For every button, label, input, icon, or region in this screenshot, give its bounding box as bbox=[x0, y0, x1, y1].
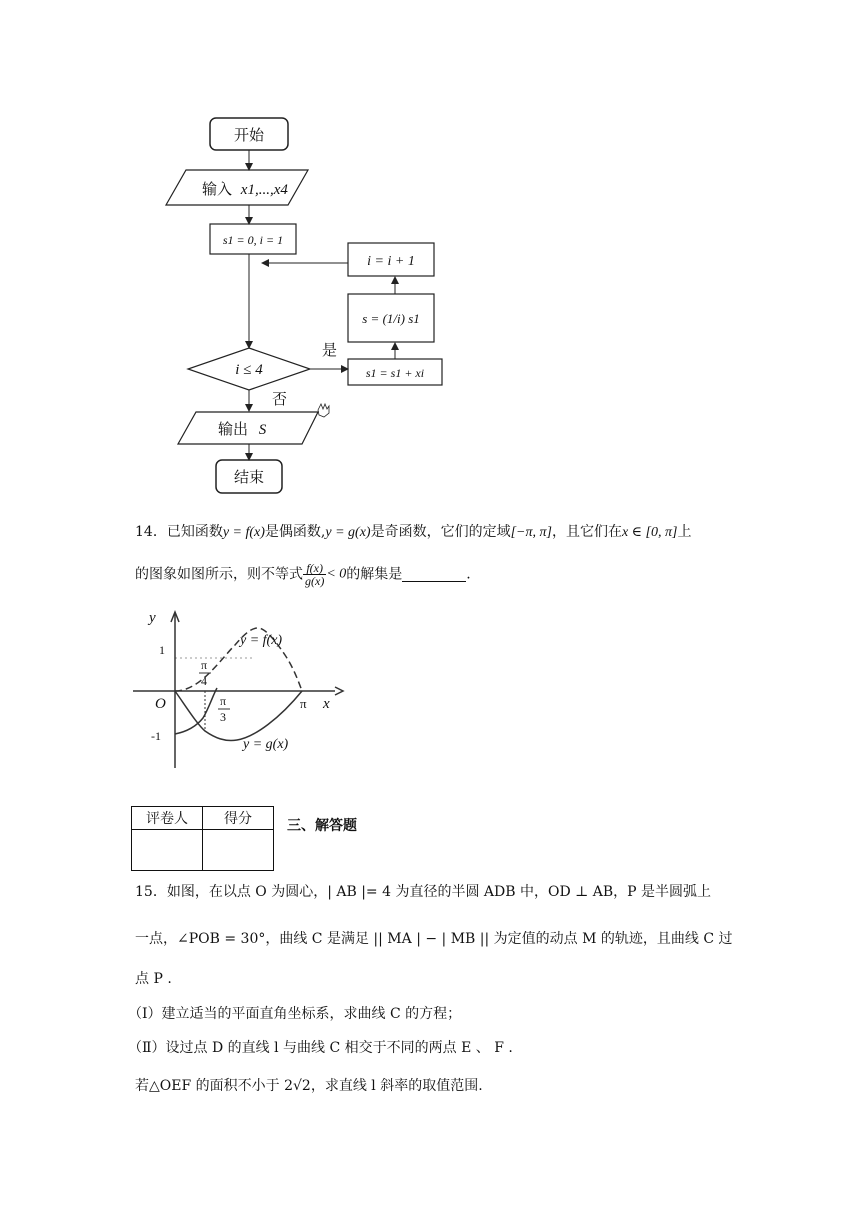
end-label: 结束 bbox=[233, 468, 265, 486]
input-vars: x1,...,x4 bbox=[240, 182, 288, 198]
g-label: y = g(x) bbox=[243, 737, 289, 752]
interval-expr: x ∈ [0, π] bbox=[621, 525, 678, 540]
flowchart bbox=[150, 110, 470, 500]
origin-label: O bbox=[155, 696, 166, 712]
f-curve bbox=[175, 628, 302, 691]
domain-expr: [−π, π] bbox=[510, 525, 552, 540]
output-var: S bbox=[258, 422, 267, 438]
x-axis-label: x bbox=[323, 696, 330, 712]
q15-line1: 15．如图，在以点 O 为圆心，| AB |= 4 为直径的半圆 ADB 中，OD ⊥ AB，P 是半圆弧上 bbox=[135, 884, 712, 900]
f-label: y = f(x) bbox=[240, 633, 283, 648]
score-header: 得分 bbox=[203, 807, 274, 830]
hand-icon bbox=[318, 404, 329, 417]
q15-part1: （Ⅰ）建立适当的平面直角坐标系，求曲线 C 的方程； bbox=[128, 1006, 462, 1022]
answer-blank[interactable] bbox=[402, 567, 466, 582]
q15-line-last: 若△OEF 的面积不小于 2√2，求直线 l 斜率的取值范围. bbox=[135, 1078, 483, 1094]
input-label: 输入 bbox=[202, 180, 233, 198]
no-label: 否 bbox=[272, 390, 288, 408]
start-label: 开始 bbox=[233, 126, 265, 144]
output-label: 输出 bbox=[218, 420, 249, 438]
svg-text:输出 S bbox=[218, 420, 267, 438]
init-label: s1 = 0, i = 1 bbox=[222, 233, 284, 247]
g-expr: y = g(x) bbox=[325, 525, 371, 540]
q15-part2: （Ⅱ）设过点 D 的直线 l 与曲线 C 相交于不同的两点 E 、 F . bbox=[128, 1040, 513, 1056]
tick-pi3-den: 3 bbox=[220, 710, 226, 724]
tick-pi4-den: 4 bbox=[201, 674, 207, 688]
tick-pi3-num: π bbox=[220, 694, 227, 708]
tick-neg-one: -1 bbox=[151, 729, 161, 743]
grade-table-wrap bbox=[131, 806, 274, 871]
update-s-label: s = (1/i) s1 bbox=[362, 311, 420, 326]
score-cell[interactable] bbox=[203, 830, 274, 871]
update-s1-label: s1 = s1 + xi bbox=[365, 366, 425, 380]
inequality-fraction: $\frac{f(x)}{g(x)}$ bbox=[305, 561, 325, 588]
svg-text:输入 x1,...,x4 bbox=[202, 180, 288, 198]
q15-line3: 点 P . bbox=[135, 971, 172, 987]
q14-line2: 的图象如图所示，则不等式 $\frac{f(x)}{g(x)}$ < 0的解集是 . bbox=[135, 561, 471, 588]
y-axis-label: y bbox=[149, 610, 156, 626]
increment-label: i = i + 1 bbox=[367, 254, 415, 269]
section-title: 三、解答题 bbox=[287, 818, 357, 834]
q14-line1: 14．已知函数y = f(x)是偶函数,y = g(x)是奇函数，它们的定域[−π, π]，且它们在x ∈ [0, π]上 bbox=[135, 524, 692, 540]
tick-pi: π bbox=[300, 696, 307, 711]
f-expr: y = f(x) bbox=[222, 525, 265, 540]
grade-table bbox=[131, 806, 274, 871]
tick-pi4-num: π bbox=[201, 658, 208, 672]
condition-label: i ≤ 4 bbox=[235, 362, 263, 378]
g-curve bbox=[175, 691, 302, 741]
yes-label: 是 bbox=[322, 341, 338, 359]
function-graph bbox=[125, 600, 355, 775]
tick-one: 1 bbox=[159, 643, 165, 657]
grader-header: 评卷人 bbox=[132, 807, 203, 830]
grader-cell[interactable] bbox=[132, 830, 203, 871]
q15-line2: 一点，∠POB = 30°，曲线 C 是满足 || MA | − | MB || 为定值的动点 M 的轨迹，且曲线 C 过 bbox=[135, 931, 733, 947]
